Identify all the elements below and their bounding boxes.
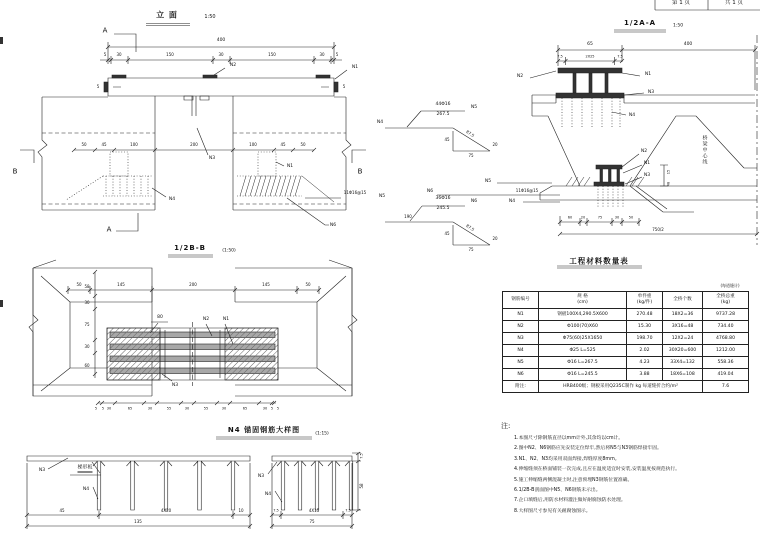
section-bb-title: 1/2B-B [174,244,206,252]
dim-label: 750/2 [652,227,664,232]
dim-label: N4 [508,198,516,204]
table-cell: 419.04 [703,369,749,381]
notes-title: 注: [501,422,511,430]
dim-label: 48 [666,181,671,187]
table-header-cell: 钢筋编号 [503,292,539,309]
dim-label: 45 [101,142,107,147]
centerline-label: 桥梁中心线 [701,135,708,165]
dim-label: 5 [335,52,339,57]
dim-label: N2 [229,62,237,68]
material-table-body [503,309,749,393]
dim-label: N6 [470,198,478,204]
dim-label: N3 [257,473,265,479]
dim-label: 7.5 [273,508,279,513]
elevation-linework [20,24,366,232]
dim-label: N5 [484,178,492,184]
dim-label: 45 [59,508,65,513]
note-item: 8.大样图尺寸参见有关耐腐蚀图示。 [514,508,591,514]
table-cell: 1212.00 [703,345,749,357]
dim-label: 60 [84,363,90,368]
table-row [503,369,749,381]
dim-label: N2 [202,316,210,322]
dim-label: 44Φ16 [435,101,451,107]
titleblock-total-cell: 共 1 页 [725,0,743,6]
dim-label: A [102,26,108,35]
dim-label: 200 [190,142,198,147]
note-item: 6.1/2B-B剖面图中N5、N6钢筋未示出。 [514,488,601,494]
section-aa-title: 1/2A-A [623,19,657,27]
dim-label: 58 [84,284,90,289]
table-cell: 12X2=24 [663,333,703,345]
dim-label: 梯形板 [77,464,93,471]
dim-label: N4 [376,119,384,125]
dim-label: 150 [166,52,174,57]
dim-label: N1 [286,163,294,169]
dim-label: 87.5 [465,223,476,233]
dim-label: 5 [270,406,274,411]
table-cell: N1 [503,309,539,321]
dim-label: 36Φ16 [435,195,451,201]
dim-label: N6 [329,222,337,228]
dim-label: 87.5 [465,129,476,139]
dim-label: 65 [587,41,593,47]
dim-label: N3 [171,382,179,388]
table-cell: 9737.28 [703,309,749,321]
dim-label: N3 [647,89,655,95]
dim-label: 5 [276,406,280,411]
table-cell: 3X16=48 [663,321,703,333]
table-cell: Φ75(60)25X1650 [539,333,627,345]
dim-label: 20 [492,236,498,241]
table-cell: 18X6=108 [663,369,703,381]
dim-label: 80 [157,314,163,320]
notes-block [501,421,757,517]
table-cell: 18X2=36 [663,309,703,321]
table-header-cell: 规 格 (cm) [539,292,627,309]
dim-label: 7.5 [345,508,351,513]
table-cell: 270.48 [627,309,663,321]
dim-label: N2 [640,148,648,154]
dim-label: N4 [628,112,636,118]
table-cell: N3 [503,333,539,345]
note-item: 1.本图尺寸除钢筋直径以mm计外,其余均以cm计。 [514,436,624,441]
section-aa-scale: 1:50 [672,23,684,29]
table-footer-cell: HRB400级；钢板采用Q235C制作 kg 每道缝折合约/m² [539,381,703,393]
table-cell: 198.70 [627,333,663,345]
note-item: 3.N1、N2、N3均采用双面焊接,焊缝厚度8mm。 [514,456,620,462]
table-cell: N6 [503,369,539,381]
elevation-scale: 1:50 [204,14,216,20]
dim-label: 45 [444,137,450,142]
table-row [503,357,749,369]
detail-n4-title: N4 锚固钢筋大样图 [227,426,301,434]
dim-label: 400 [216,37,226,43]
dim-label: 50 [81,142,87,147]
dim-label: 400 [683,41,693,47]
table-header-cell: 全桥总重 (kg) [703,292,749,309]
material-table-header [503,292,749,309]
dim-label: 15 [666,169,671,175]
dim-label: 5 [96,84,100,89]
material-quantity-table [502,291,749,393]
titleblock-page-cell: 第 1 页 [672,0,690,6]
dim-label: N3 [643,172,651,178]
dim-label: N4 [82,486,90,492]
dim-label: 65 [127,406,133,411]
dim-label: 75 [309,519,315,524]
elevation-title: 立 面 [156,10,178,20]
dim-label: 30 [147,406,153,411]
table-cell: 30X20=600 [663,345,703,357]
table-cell: 钢板100X4,290.5X600 [539,309,627,321]
dim-label: 30 [84,344,90,349]
dim-label: N5 [470,104,478,110]
table-cell: 4768.80 [703,333,749,345]
dim-label: 190 [404,214,412,219]
table-footer-cell: 附注: [503,381,539,393]
dim-label: 50 [76,282,82,287]
dim-label: N3 [38,467,46,473]
dim-label: N2 [516,73,524,79]
dim-label: 10 [238,508,244,513]
table-cell: 15.30 [627,321,663,333]
dim-label: 145 [117,282,125,287]
dim-label: N4 [168,196,176,202]
dim-label: 5 [103,52,107,57]
section-bb-linework [29,255,357,405]
table-cell: Φ16 L=267.5 [539,357,627,369]
dim-label: 45 [444,231,450,236]
dim-label: 30 [84,300,90,305]
dim-label: 145 [262,282,270,287]
table-header-cell: 全桥个数 [663,292,703,309]
table-cell: 2.02 [627,345,663,357]
dim-label: 55 [166,406,172,411]
detail-n4-linework [25,437,361,529]
dim-label: 50 [628,215,634,220]
dim-label: 200 [189,282,197,287]
dim-label: 7.5 [617,54,623,59]
dim-label: 2X25 [585,54,595,59]
notes-list [514,434,757,517]
dim-label: 30 [184,406,190,411]
dim-label: A [106,225,112,234]
dim-label: 45 [280,142,286,147]
dim-label: 75 [468,153,474,158]
table-cell: N2 [503,321,539,333]
dim-label: 150 [268,52,276,57]
dim-label: 7.5 [557,54,563,59]
table-row [503,309,749,321]
table-footer-row [503,381,749,393]
table-cell: 33X4=132 [663,357,703,369]
dim-label: 30 [262,406,268,411]
dim-label: 60 [567,215,573,220]
note-item: 7.企口填缝后,用防水材料灌注做好耐腐蚀防水处理。 [514,498,626,504]
table-cell: N4 [503,345,539,357]
dim-label: 4X15 [308,508,320,513]
dim-label: 100 [249,142,257,147]
note-item: 2.图中N2、N6钢筋应先安装定位焊牢,然后将N5与N3钢筋焊接牢固。 [514,446,662,452]
dim-label: 267.5 [436,111,450,117]
table-cell: N5 [503,357,539,369]
dim-label: 4X20 [160,508,172,513]
dim-label: 100 [130,142,138,147]
note-item: 4.伸缩缝须在桥面铺装一次完成,且应在温度适宜时安装,安装温度按规范执行。 [514,467,680,473]
dim-label: 58 [359,483,364,489]
table-cell: 558.36 [703,357,749,369]
table-row [503,321,749,333]
table-cell: Φ25 L=525 [539,345,627,357]
dim-label: 50 [305,282,311,287]
table-cell: 4.23 [627,357,663,369]
dim-label: N1 [644,71,652,77]
table-cell: 734.40 [703,321,749,333]
table-unit-note: (每道缝计) [720,283,740,288]
dim-label: N1 [351,64,359,70]
dim-label: N3 [208,155,216,161]
table-footer-cell: 7.6 [703,381,749,393]
dim-label: 75 [84,322,90,327]
dim-label: N5 [378,193,386,199]
table-row [503,333,749,345]
dim-label: 65 [242,406,248,411]
dim-label: N1 [222,316,230,322]
dim-label: 30 [319,52,325,57]
dim-label: N6 [426,188,434,194]
dim-label: 30 [116,52,122,57]
dim-label: 55 [203,406,209,411]
table-header-cell: 单件重 (kg/件) [627,292,663,309]
dim-label: 5 [94,406,98,411]
dim-label: B [12,167,18,176]
table-cell: 3.88 [627,369,663,381]
dim-label: 11Φ16@15 [343,190,367,195]
dim-label: N4 [264,491,272,497]
dim-label: 50 [300,142,306,147]
dim-label: 245.5 [436,205,450,211]
note-item: 5.施工伸缩缝两侧混凝土时,注意预埋N3钢筋位置准确。 [514,477,633,483]
dim-label: 20 [580,215,586,220]
table-cell: Φ100(70)X60 [539,321,627,333]
section-bb-scale: (1:50) [222,248,236,254]
dim-label: 30 [614,215,620,220]
dim-label: N1 [643,160,651,166]
dim-label: B [357,167,363,176]
dim-label: 7.5 [359,453,364,459]
dim-label: 135 [134,519,142,524]
sheet-edge-marks [0,37,3,307]
table-row [503,345,749,357]
dim-label: 75 [468,247,474,252]
dim-label: 5 [342,84,346,89]
dim-label: 20 [492,142,498,147]
dim-label: 30 [106,406,112,411]
dim-label: 30 [221,406,227,411]
dim-label: 11Φ16@15 [515,188,539,193]
detail-n4-scale: (1:15) [315,431,329,437]
dim-label: 5 [101,406,105,411]
dim-label: 75 [597,215,603,220]
dim-label: 30 [218,52,224,57]
table-title: 工程材料数量表 [569,256,629,266]
table-cell: Φ16 L=245.5 [539,369,627,381]
titleblock-linework [655,0,760,10]
